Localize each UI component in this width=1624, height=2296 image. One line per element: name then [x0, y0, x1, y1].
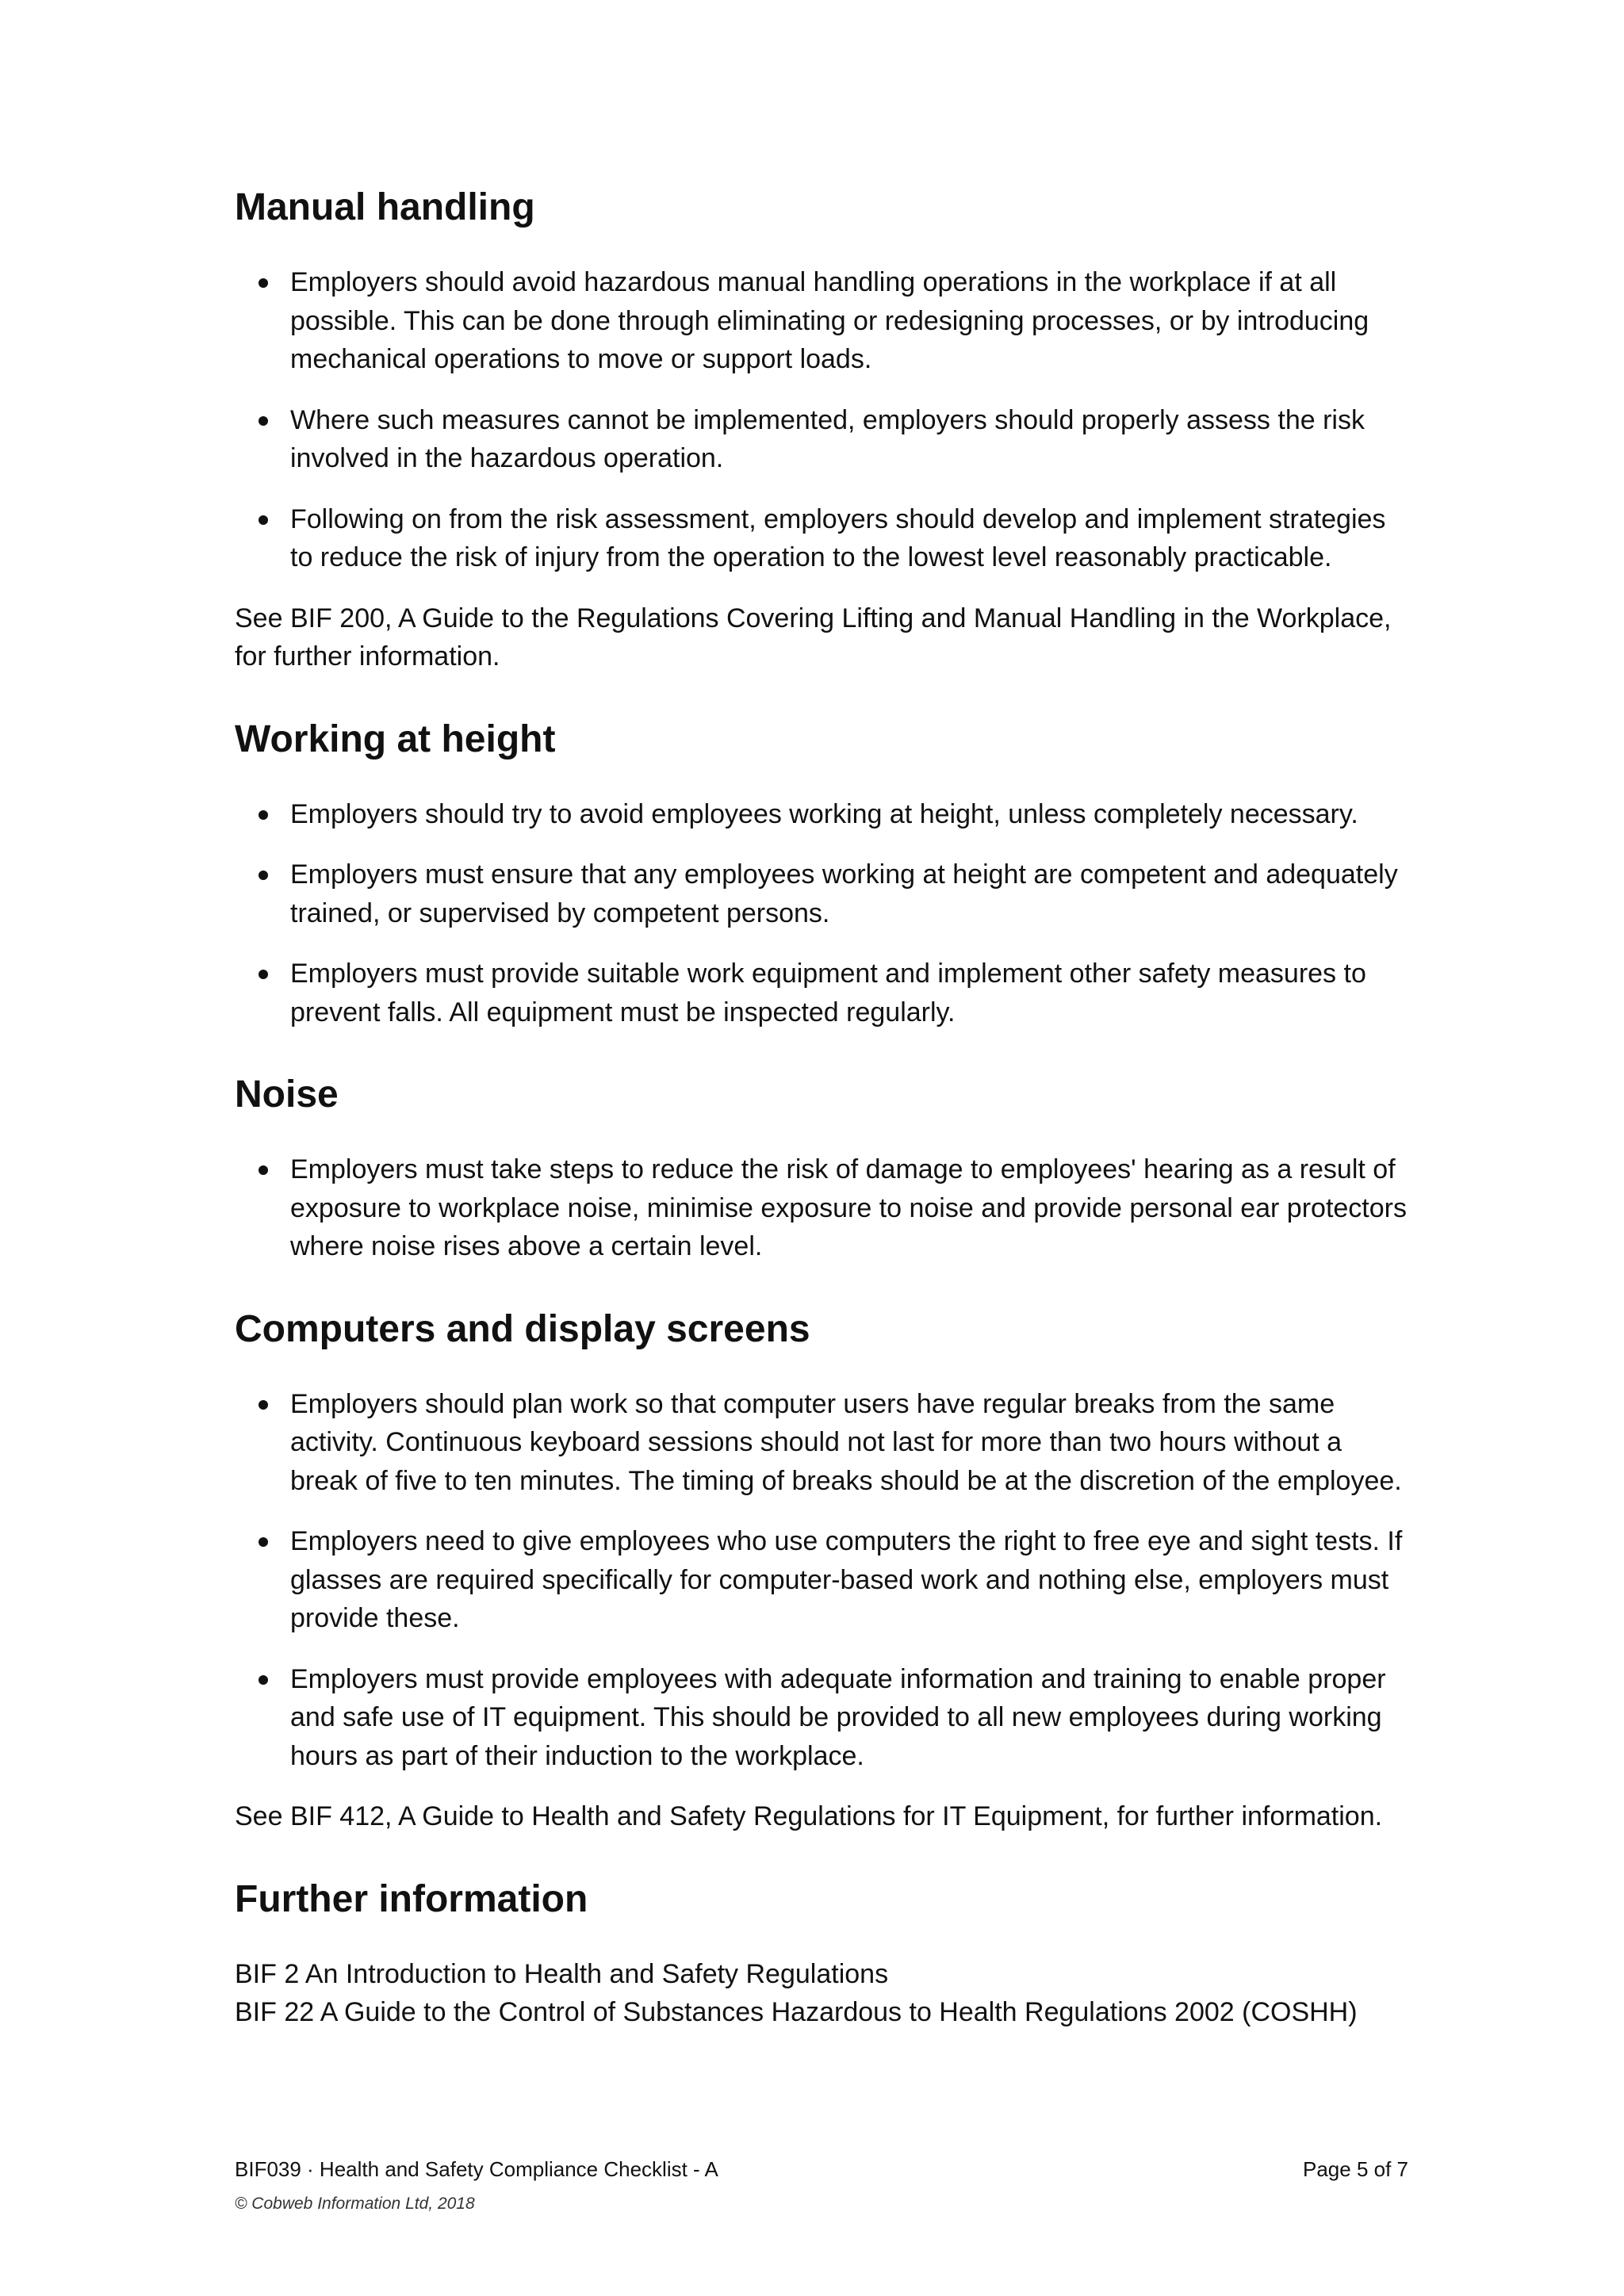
reference-note: See BIF 412, A Guide to Health and Safety Regulations for IT Equipment, for further information.: [235, 1801, 1383, 1831]
bullet-icon: [259, 1675, 268, 1685]
list-item: Employers must ensure that any employees working at height are competent and adequately trained, or supervised by competent persons.: [235, 855, 1408, 932]
footer-page-number: Page 5 of 7: [1303, 2157, 1408, 2181]
section-heading: Noise: [235, 1073, 339, 1115]
bullet-list: [235, 795, 1408, 1032]
section-noise: [235, 1071, 1408, 1266]
section-working-at-height: [235, 716, 1408, 1032]
list-item: Employers should plan work so that computer users have regular breaks from the same activity. Continuous keyboard sessions should not last for more than two hours without a break of five to ten minutes. The timing of breaks should be at the discretion of the employee.: [235, 1385, 1408, 1501]
section-heading: Working at height: [235, 718, 556, 760]
section-manual-handling: [235, 184, 1408, 676]
list-item: Employers must provide employees with adequate information and training to enable proper and safe use of IT equipment. This should be provided to all new employees during working hours as part of their induction to the workplace.: [235, 1660, 1408, 1776]
reference-item: BIF 22 A Guide to the Control of Substances Hazardous to Health Regulations 2002 (COSHH): [235, 1997, 1358, 2027]
reference-item: BIF 2 An Introduction to Health and Safety Regulations: [235, 1958, 889, 1989]
bullet-icon: [259, 278, 268, 288]
bullet-icon: [259, 1165, 268, 1175]
list-item: Employers should try to avoid employees working at height, unless completely necessary.: [235, 795, 1408, 834]
bullet-icon: [259, 1400, 268, 1410]
bullet-list: [235, 263, 1408, 577]
bullet-list: [235, 1150, 1408, 1266]
bullet-icon: [259, 810, 268, 820]
list-item: Employers must take steps to reduce the risk of damage to employees' hearing as a result of exposure to workplace noise, minimise exposure to noise and provide personal ear protectors where noise rises above a certain level.: [235, 1150, 1408, 1266]
section-heading: Manual handling: [235, 186, 535, 228]
section-computers-display-screens: [235, 1306, 1408, 1836]
document-page: [235, 184, 1408, 2072]
section-heading: Computers and display screens: [235, 1307, 810, 1350]
bullet-icon: [259, 416, 268, 426]
bullet-icon: [259, 1537, 268, 1547]
bullet-icon: [259, 970, 268, 979]
list-item: Employers need to give employees who use computers the right to free eye and sight tests. If glasses are required specifically for computer-based work and nothing else, employers must provide these.: [235, 1522, 1408, 1638]
list-item: Following on from the risk assessment, employers should develop and implement strategies to reduce the risk of injury from the operation to the lowest level reasonably practicable.: [235, 500, 1408, 577]
section-heading: Further information: [235, 1877, 588, 1920]
footer-doc-title: BIF039 · Health and Safety Compliance Checklist - A: [235, 2157, 718, 2181]
list-item: Employers should avoid hazardous manual handling operations in the workplace if at all possible. This can be done through eliminating or redesigning processes, or by introducing mechanical operations to move or support loads.: [235, 263, 1408, 379]
section-further-information: [235, 1876, 1408, 2032]
bullet-icon: [259, 515, 268, 525]
bullet-icon: [259, 871, 268, 880]
list-item: Where such measures cannot be implemented, employers should properly assess the risk involved in the hazardous operation.: [235, 401, 1408, 478]
page-footer: [235, 2155, 1408, 2218]
footer-copyright: © Cobweb Information Ltd, 2018: [235, 2195, 475, 2213]
list-item: Employers must provide suitable work equipment and implement other safety measures to prevent falls. All equipment must be inspected regularly.: [235, 955, 1408, 1031]
reference-note: See BIF 200, A Guide to the Regulations Covering Lifting and Manual Handling in the Workplace, for further information.: [235, 603, 1392, 672]
bullet-list: [235, 1385, 1408, 1776]
